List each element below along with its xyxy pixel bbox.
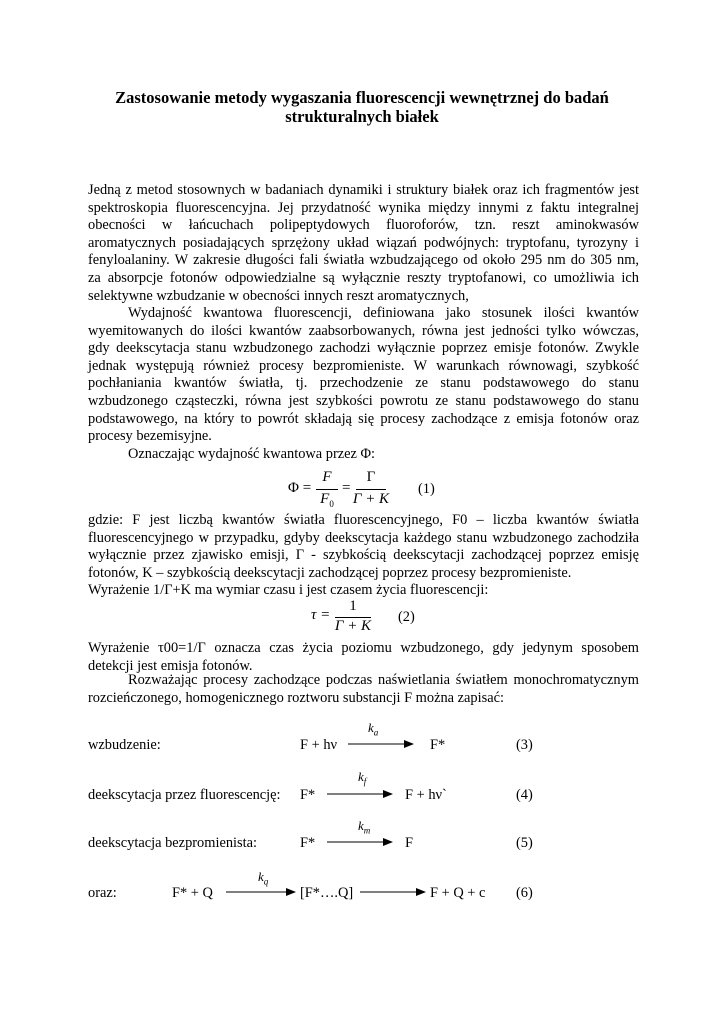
reaction-product: F + hν` xyxy=(405,787,447,803)
text-line: Jedną z metod stosownych w badaniach dynamiki i struktury białek oraz ich fragmentów jest xyxy=(88,182,639,198)
eq1-denominator-1: $F_0$ xyxy=(320,491,334,509)
text-line: Wydajność kwantowa fluorescencji, definiowana jako stosunek ilości kwantów xyxy=(128,305,639,321)
reaction-arrow xyxy=(327,836,393,848)
reaction-name: wzbudzenie: xyxy=(88,737,161,753)
title-line-2: strukturalnych białek xyxy=(285,107,439,126)
text-line: spektroskopia fluorescencyjna. Jej przydatność wynika między innymi z faktu integralnej xyxy=(88,199,639,216)
reaction-product: F* xyxy=(430,737,446,753)
text-line: jednak występują również procesy bezpromieniste. W warunkach równowagi, szybkość xyxy=(88,357,639,374)
text-line: wzbudzonego cząsteczki, równa jest szybkości powrotu ze stanu podstawowego do stanu xyxy=(88,392,639,409)
page-title xyxy=(60,88,664,126)
reaction-arrow xyxy=(348,738,414,750)
paragraph-2 xyxy=(88,305,639,446)
reaction-label: (6) xyxy=(516,885,533,901)
text-line: obecności w łańcuchach polipeptydowych fluoroforów, tzn. reszt aminokwasów xyxy=(88,217,639,234)
eq1-intro: Oznaczając wydajność kwantowa przez Φ: xyxy=(128,446,376,462)
text-line: fluorescencyjnego w przypadku, gdyby deekscytacja każdego stanu wzbudzonego zachodziła xyxy=(88,529,639,546)
reaction-intermediate: [F*….Q] xyxy=(300,885,354,901)
reaction-name: deekscytacja przez fluorescencję: xyxy=(88,787,281,803)
text-line: gdzie: F jest liczbą kwantów światła fluorescencyjnego, F0 – liczba kwantów światła xyxy=(88,512,639,528)
rate-constant: $k_f$ xyxy=(358,769,367,787)
reaction-reactant: F* + Q xyxy=(172,885,213,901)
reaction-arrow xyxy=(327,788,393,800)
text-line: detekcji jest emisja fotonów. xyxy=(88,657,253,674)
eq2-numerator: 1 xyxy=(349,598,357,614)
text-line: za absorpcje fotonów odpowiedzialne są wyłącznie reszty tryptofanowi, co umożliwia ich xyxy=(88,269,639,286)
reaction-arrow xyxy=(226,886,296,898)
text-line: fotonów, K – szybkością deekscytacji zachodzącej poprzez procesy bezpromieniste. xyxy=(88,564,572,581)
rate-constant: $k_q$ xyxy=(258,869,269,887)
title-line-1: Zastosowanie metody wygaszania fluorescencji wewnętrznej do badań xyxy=(115,88,609,107)
text-line: fenyloalaniny. W zakresie długości fali światła wzbudzającego od około 295 nm do 305 nm, xyxy=(88,252,639,269)
text-line: gdy deekscytacja stanu wzbudzonego zachodzi wyłącznie poprzez emisje fotonów. Zwykle xyxy=(88,340,639,357)
eq1-label: (1) xyxy=(418,481,435,497)
paragraph-1 xyxy=(88,182,639,305)
reaction-label: (3) xyxy=(516,737,533,753)
reaction-arrow xyxy=(360,886,426,898)
text-line: Rozważając procesy zachodzące podczas naświetlania światłem monochromatycznym xyxy=(128,672,639,688)
rate-constant: $k_a$ xyxy=(368,720,379,738)
eq1-denominator-2: Γ + K xyxy=(352,491,390,507)
eq1-equals: = xyxy=(342,480,351,496)
eq1-lhs: Φ = xyxy=(288,480,312,496)
eq1-fraction-bar-1 xyxy=(316,489,338,490)
reaction-product: F + Q + c xyxy=(430,885,486,901)
reaction-reactant: F* xyxy=(300,787,316,803)
text-line: wyemitowanych do ilości kwantów zaabsorbowanych, równa jest jedności tylko wówczas, xyxy=(88,322,639,339)
reaction-name: oraz: xyxy=(88,885,117,901)
eq2-lhs: τ = xyxy=(311,607,331,623)
reaction-name: deekscytacja bezpromienista: xyxy=(88,835,258,851)
rate-constant: $k_m$ xyxy=(358,818,371,836)
paragraph-3 xyxy=(88,512,639,582)
text-line: aromatycznych posiadających sprzężony układ wiązań podwójnych: tryptofanu, tyrozyny i xyxy=(88,234,639,251)
eq2-intro: Wyrażenie 1/Γ+K ma wymiar czasu i jest czasem życia fluorescencji: xyxy=(88,582,489,598)
text-line: wyłącznie przez zjawisko emisji, Γ - szybkością deekscytacji zachodzącej poprzez emisję xyxy=(88,547,639,564)
reaction-label: (5) xyxy=(516,835,533,851)
reaction-reactant: F* xyxy=(300,835,316,851)
reaction-reactant: F + hν xyxy=(300,737,338,753)
eq1-fraction-bar-2 xyxy=(356,489,386,490)
paragraph-5 xyxy=(88,672,639,707)
eq2-label: (2) xyxy=(398,609,415,625)
text-line: pochłaniania kwantów światła, tj. przechodzenie ze stanu podstawowego do stanu xyxy=(88,375,639,392)
paragraph-4 xyxy=(88,640,639,675)
eq1-numerator-2: Γ xyxy=(366,469,376,485)
text-line: Wyrażenie τ00=1/Γ oznacza czas życia poziomu wzbudzonego, gdy jedynym sposobem xyxy=(88,640,639,656)
text-line: procesy bezemisyjne. xyxy=(88,428,212,445)
eq2-denominator: Γ + K xyxy=(334,618,372,634)
text-line: rozcieńczonego, homogenicznego roztworu substancji F można zapisać: xyxy=(88,689,504,706)
eq1-numerator-1: F xyxy=(322,469,332,485)
text-line: podstawowego, na który to powrót składają się procesy zachodzące z emisja fotonów oraz xyxy=(88,410,639,427)
text-line: selektywne wzbudzanie w obecności innych reszt aromatycznych, xyxy=(88,287,469,304)
reaction-label: (4) xyxy=(516,787,533,803)
reaction-product: F xyxy=(405,835,414,851)
